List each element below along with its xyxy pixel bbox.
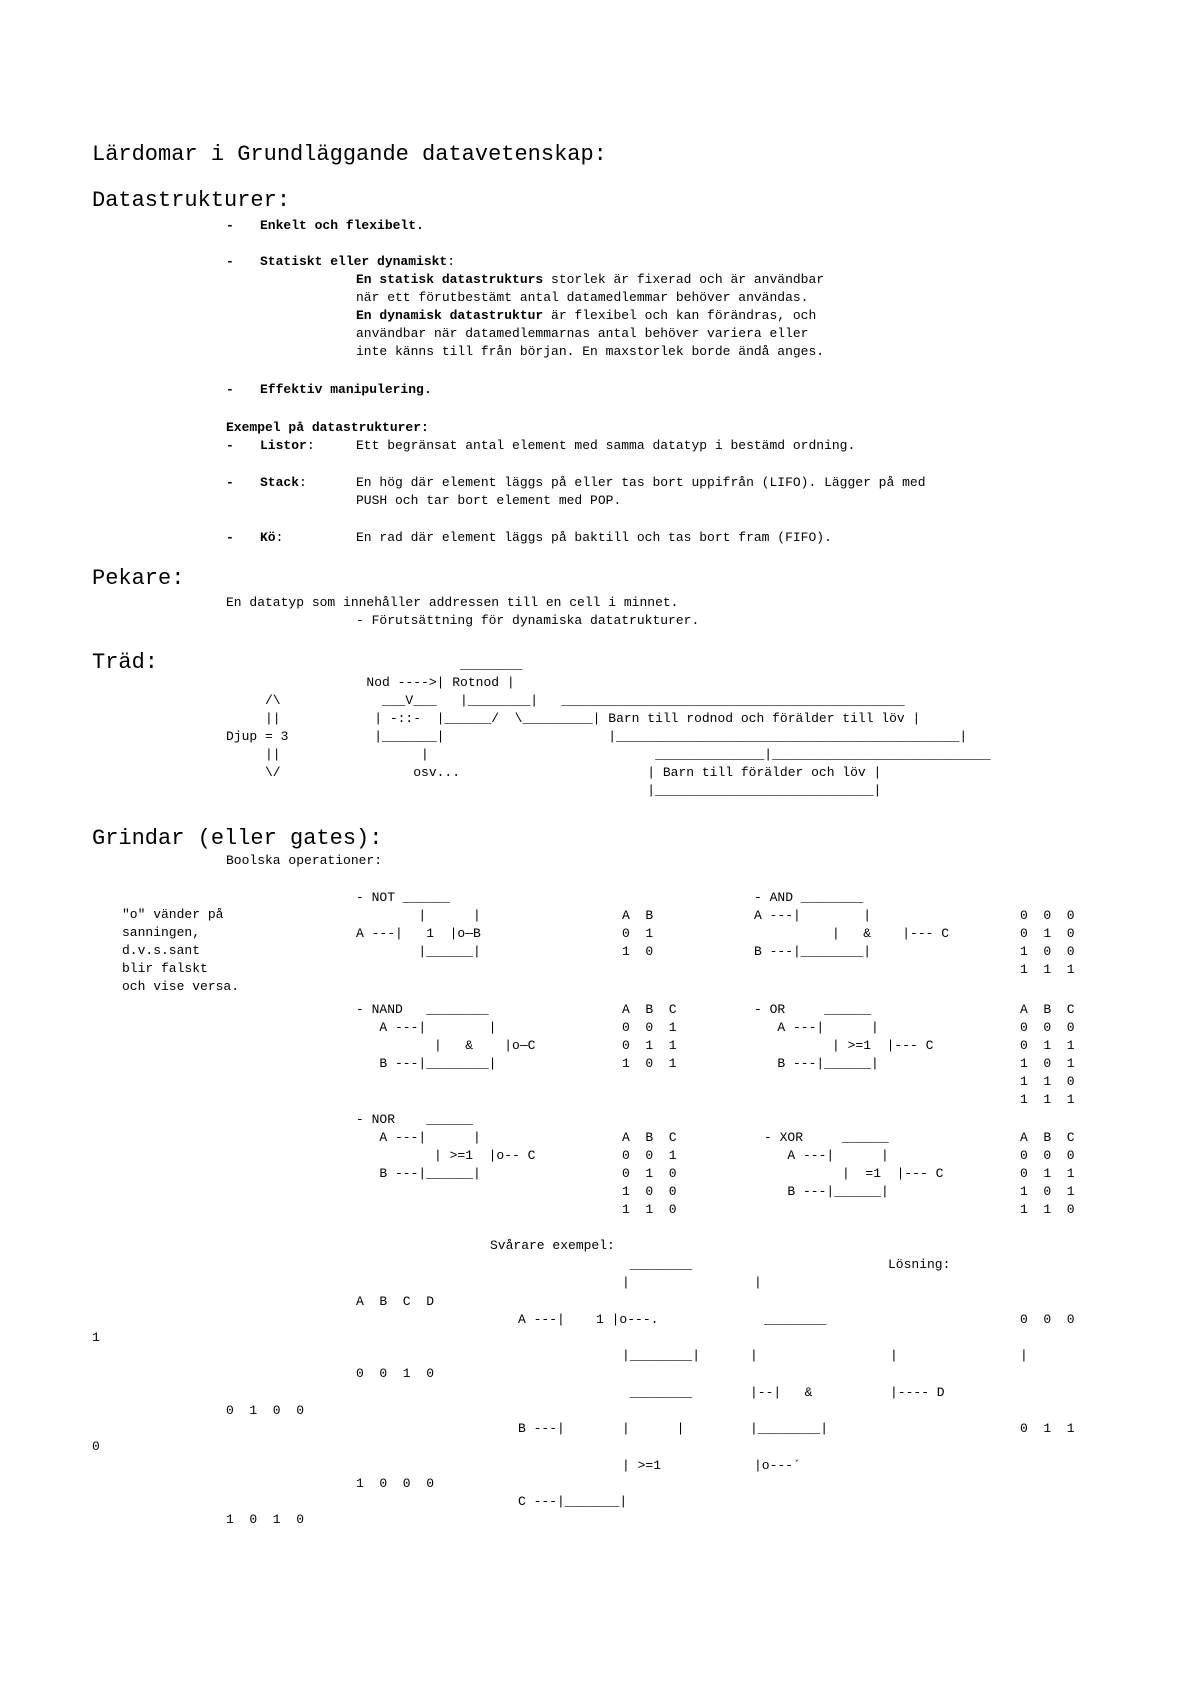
dynamic-line-2: användbar när datamedlemmarnas antal behöver variera eller (356, 326, 809, 341)
example-text-ko: En rad där element läggs på baktill och tas bort fram (FIFO). (356, 530, 832, 545)
and-gate: - AND ________ A ---| | | & |--- C B ---|________| (754, 890, 950, 959)
left-value-1: 1 (92, 1330, 100, 1345)
or-truth-table: A B C 0 0 0 0 1 1 1 0 1 1 1 0 1 1 1 (1020, 1002, 1075, 1107)
or-gate-top: ________ (622, 1385, 693, 1400)
xor-gate: - XOR ______ A ---| | | =1 |--- C B ---|______| (764, 1130, 944, 1199)
pekare-line-2: - Förutsättning för dynamiska datatrukturer. (356, 613, 700, 628)
and-output-o: |o---´ (754, 1458, 801, 1473)
bullet-effektiv: Effektiv manipulering. (260, 382, 432, 397)
gate1-pipe: | (622, 1275, 630, 1290)
bullet-enkelt: Enkelt och flexibelt. (260, 218, 424, 233)
not-truth-table: A B 0 1 1 0 (622, 908, 654, 959)
page-title: Lärdomar i Grundläggande datavetenskap: (92, 142, 607, 167)
left-value-0: 0 (92, 1439, 100, 1454)
dynamic-line-3: inte känns till från början. En maxstorlek borde ändå anges. (356, 344, 825, 359)
static-line-1: En statisk datastrukturs storlek är fixerad och är användbar (356, 272, 825, 287)
result-000: 0 0 0 (1020, 1312, 1075, 1327)
or-gate: - OR ______ A ---| | | >=1 |--- C B ---|______| (754, 1002, 934, 1071)
or-gate-label: | >=1 (622, 1458, 662, 1473)
svarare-a-line: A ---| 1 |o---. (518, 1312, 659, 1327)
row-0010: 0 0 1 0 (356, 1366, 435, 1381)
examples-title: Exempel på datastrukturer: (226, 420, 429, 435)
bullet-dash: - (226, 530, 234, 545)
section-heading-datastrukturer: Datastrukturer: (92, 188, 291, 213)
example-name-listor: Listor: (260, 438, 315, 453)
and-truth-table: 0 0 0 0 1 0 1 0 0 1 1 1 (1020, 908, 1075, 977)
section-heading-grindar: Grindar (eller gates): (92, 826, 383, 851)
example-text-stack-2: PUSH och tar bort element med POP. (356, 493, 622, 508)
and-gate-out: |---- D (890, 1385, 945, 1400)
bullet-dash: - (226, 382, 234, 397)
bullet-dash: - (226, 475, 234, 490)
not-gate: - NOT ______ | | A ---| 1 |o—B |______| (356, 890, 481, 959)
svarare-c-line: C ---|_______| (518, 1494, 628, 1509)
and-right-pipe: | (890, 1348, 898, 1363)
and-left-pipe: | (750, 1348, 758, 1363)
and-gate-bottom: |________| (750, 1421, 829, 1436)
xor-truth-table: A B C 0 0 0 0 1 1 1 0 1 1 1 0 (1020, 1130, 1075, 1217)
result-011: 0 1 1 (1020, 1421, 1075, 1436)
and-gate-top: ________ (764, 1312, 827, 1327)
section-heading-trad: Träd: (92, 650, 159, 675)
nor-truth-table: A B C 0 0 1 0 1 0 1 0 0 1 1 0 (622, 1130, 677, 1217)
bullet-statiskt: Statiskt eller dynamiskt: (260, 254, 456, 269)
gate1-bottom: |________| (622, 1348, 701, 1363)
dynamic-line-1: En dynamisk datastruktur är flexibel och kan förändras, och (356, 308, 817, 323)
nor-gate: - NOR ______ A ---| | | >=1 |o-- C B ---|______| (356, 1112, 536, 1181)
example-name-stack: Stack: (260, 475, 307, 490)
nand-gate: - NAND ________ A ---| | | & |o—C B ---|________| (356, 1002, 536, 1071)
pekare-line-1: En datatyp som innehåller addressen till en cell i minnet. (226, 595, 679, 610)
or-gate-mid: | | (622, 1421, 685, 1436)
row-1010: 1 0 1 0 (226, 1512, 305, 1527)
svarare-header: A B C D (356, 1294, 435, 1309)
example-name-ko: Kö: (260, 530, 284, 545)
inversion-note: "o" vänder på sanningen, d.v.s.sant blir falskt och vise versa. (122, 907, 240, 994)
static-line-2: när ett förutbestämt antal datamedlemmar behöver användas. (356, 290, 809, 305)
row-0100: 0 1 0 0 (226, 1403, 305, 1418)
nand-truth-table: A B C 0 0 1 0 1 1 1 0 1 (622, 1002, 677, 1071)
section-heading-pekare: Pekare: (92, 566, 185, 591)
and-input-pipe: | (754, 1275, 762, 1290)
svarare-b-line: B ---| (518, 1421, 565, 1436)
grindar-subtitle: Boolska operationer: (226, 853, 383, 868)
example-text-stack: En hög där element läggs på eller tas bort uppifrån (LIFO). Lägger på med (356, 475, 926, 490)
example-text-listor: Ett begränsat antal element med samma datatyp i bestämd ordning. (356, 438, 856, 453)
row-1000: 1 0 0 0 (356, 1476, 435, 1491)
and-gate-mid: |--| & (750, 1385, 813, 1400)
bullet-dash: - (226, 254, 234, 269)
svarare-title: Svårare exempel: (490, 1238, 615, 1253)
bullet-dash: - (226, 438, 234, 453)
bullet-dash: - (226, 218, 234, 233)
losning-label: Lösning: (888, 1257, 951, 1272)
result-pipe: | (1020, 1348, 1028, 1363)
gate1-top: ________ (622, 1257, 693, 1272)
tree-diagram: ________ Nod ---->| Rotnod | /\ ___V___ |________| ____________________________________________ || | -::- |______/ \_________| Barn till rodnod och förälder till löv | Djup = 3 |_______| |____________________________________________| || | ______________|____________________________ \/ osv... | Barn till förälder och löv | |____________________________| (226, 657, 991, 798)
